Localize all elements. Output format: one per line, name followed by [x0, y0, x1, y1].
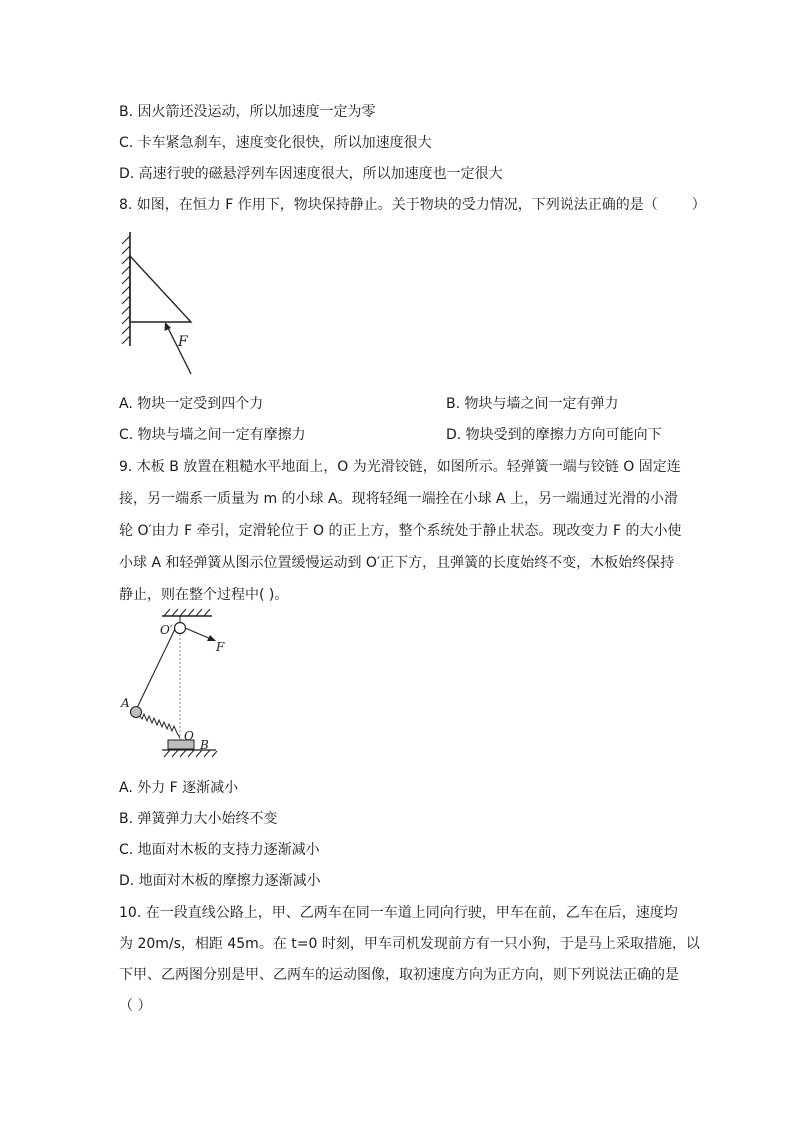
q8-figure-wall-block [115, 228, 205, 378]
q7-option-c: C. 卡车紧急刹车，速度变化很快，所以加速度很大 [119, 135, 432, 151]
pulley-wheel [175, 623, 186, 634]
triangle-block [130, 256, 191, 322]
label-o-prime: O′ [160, 623, 173, 637]
q10-stem-line2: 为 20m/s，相距 45m。在 t=0 时刻，甲车司机发现前方有一只小狗，于是马上采取措施，以 [119, 936, 700, 952]
q9-stem-line5: 静止，则在整个过程中( )。 [119, 587, 289, 603]
q10-stem-line1: 10. 在一段直线公路上，甲、乙两车在同一车道上同向行驶，甲车在前，乙车在后，速度均 [119, 905, 678, 921]
q10-stem-line3: 下甲、乙两图分别是甲、乙两车的运动图像，取初速度方向为正方向，则下列说法正确的是 [119, 967, 679, 983]
ball-a [131, 707, 142, 718]
label-o: O [184, 729, 194, 743]
spring [139, 714, 180, 738]
q9-option-a: A. 外力 F 逐渐减小 [119, 780, 239, 796]
q9-stem-line2: 接，另一端系一质量为 m 的小球 A。现将轻绳一端拴在小球 A 上，另一端通过光滑的小滑 [119, 491, 679, 507]
ground-hatching [164, 750, 217, 757]
q8-stem-text: 8. 如图，在恒力 F 作用下，物块保持静止。关于物块的受力情况，下列说法正确的是（ [119, 197, 658, 213]
q8-stem [119, 196, 706, 214]
q8-option-d: D. 物块受到的摩擦力方向可能向下 [446, 427, 662, 443]
q9-option-c: C. 地面对木板的支持力逐渐减小 [119, 842, 320, 858]
q9-stem-line4: 小球 A 和轻弹簧从图示位置缓慢运动到 O′正下方，且弹簧的长度始终不变，木板始终保持 [119, 555, 675, 571]
q7-option-d: D. 高速行驶的磁悬浮列车因速度很大，所以加速度也一定很大 [119, 166, 503, 182]
q7-option-b: B. 因火箭还没运动，所以加速度一定为零 [119, 104, 376, 120]
force-label: F [178, 334, 188, 350]
wall-hatching [122, 236, 130, 344]
q9-figure-pulley-spring [118, 606, 228, 766]
ceiling-hatching [164, 609, 210, 616]
q8-option-c: C. 物块与墙之间一定有摩擦力 [119, 427, 306, 443]
label-b: B [200, 738, 209, 752]
q8-option-b: B. 物块与墙之间一定有弹力 [446, 396, 619, 412]
q10-stem-line4: （ ） [119, 998, 152, 1014]
q9-option-b: B. 弹簧弹力大小始终不变 [119, 811, 278, 827]
q8-option-a: A. 物块一定受到四个力 [119, 396, 264, 412]
q9-stem-line3: 轮 O′由力 F 牵引，定滑轮位于 O 的正上方，整个系统处于静止状态。现改变力 F 的大小使 [119, 523, 682, 539]
q9-stem-line1: 9. 木板 B 放置在粗糙水平地面上，O 为光滑铰链，如图所示。轻弹簧一端与铰链 O 固定连 [119, 459, 681, 475]
label-f: F [216, 640, 225, 654]
q8-stem-close: ） [691, 197, 706, 213]
force-arrow-head [165, 322, 172, 331]
label-a: A [121, 696, 130, 710]
q9-option-d: D. 地面对木板的摩擦力逐渐减小 [119, 873, 321, 889]
rope-a-to-pulley [136, 629, 175, 710]
force-f-line [185, 628, 211, 639]
